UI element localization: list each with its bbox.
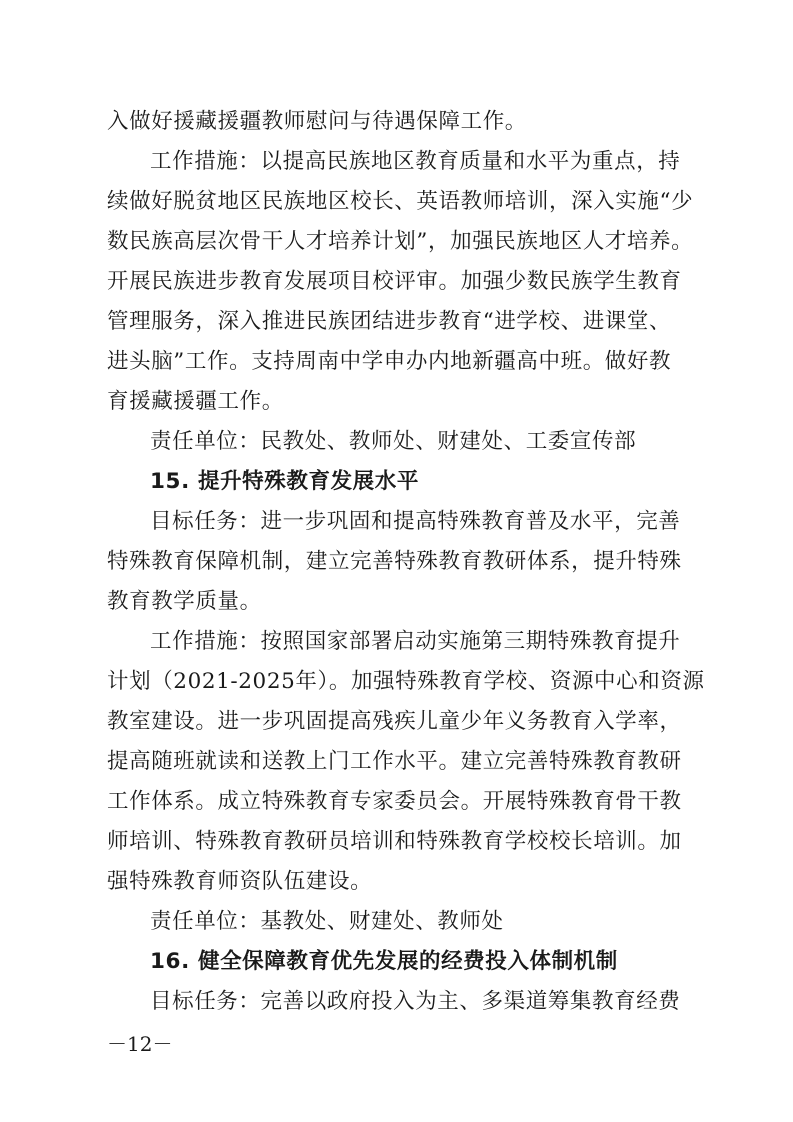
text-line: 工作体系。成立特殊教育专家委员会。开展特殊教育骨干教 xyxy=(107,789,682,814)
text-line: 师培训、特殊教育教研员培训和特殊教育学校校长培训。加 xyxy=(107,829,682,854)
text-line: 数民族高层次骨干人才培养计划”，加强民族地区人才培养。 xyxy=(107,229,694,254)
paragraph-line: 工作措施：以提高民族地区教育质量和水平为重点，持 xyxy=(150,149,681,174)
text-line: 提高随班就读和送教上门工作水平。建立完善特殊教育教研 xyxy=(107,749,682,774)
paragraph-line: 目标任务：完善以政府投入为主、多渠道筹集教育经费 xyxy=(150,989,681,1014)
section-heading-16: 16. 健全保障教育优先发展的经费投入体制机制 xyxy=(150,949,618,974)
paragraph-line: 工作措施：按照国家部署启动实施第三期特殊教育提升 xyxy=(150,629,681,654)
text-line: 教室建设。进一步巩固提高残疾儿童少年义务教育入学率， xyxy=(107,709,682,734)
text-line: 育援藏援疆工作。 xyxy=(107,389,284,414)
responsible-units-line: 责任单位：基教处、财建处、教师处 xyxy=(150,909,504,934)
text-line: 管理服务，深入推进民族团结进步教育“进学校、进课堂、 xyxy=(107,309,672,334)
text-line: 特殊教育保障机制，建立完善特殊教育教研体系，提升特殊 xyxy=(107,549,682,574)
section-heading-15: 15. 提升特殊教育发展水平 xyxy=(150,469,419,494)
text-line: 强特殊教育师资队伍建设。 xyxy=(107,869,373,894)
text-line: 开展民族进步教育发展项目校评审。加强少数民族学生教育 xyxy=(107,269,682,294)
paragraph-line: 目标任务：进一步巩固和提高特殊教育普及水平，完善 xyxy=(150,509,681,534)
text-line: 入做好援藏援疆教师慰问与待遇保障工作。 xyxy=(107,109,527,134)
text-line: 教育教学质量。 xyxy=(107,589,262,614)
text-line: 计划（2021-2025年）。加强特殊教育学校、资源中心和资源 xyxy=(107,669,705,694)
responsible-units-line: 责任单位：民教处、教师处、财建处、工委宣传部 xyxy=(150,429,637,454)
text-line: 进头脑”工作。支持周南中学申办内地新疆高中班。做好教 xyxy=(107,349,672,374)
text-line: 续做好脱贫地区民族地区校长、英语教师培训，深入实施“少 xyxy=(107,189,694,214)
page-number: －12－ xyxy=(107,1032,173,1056)
